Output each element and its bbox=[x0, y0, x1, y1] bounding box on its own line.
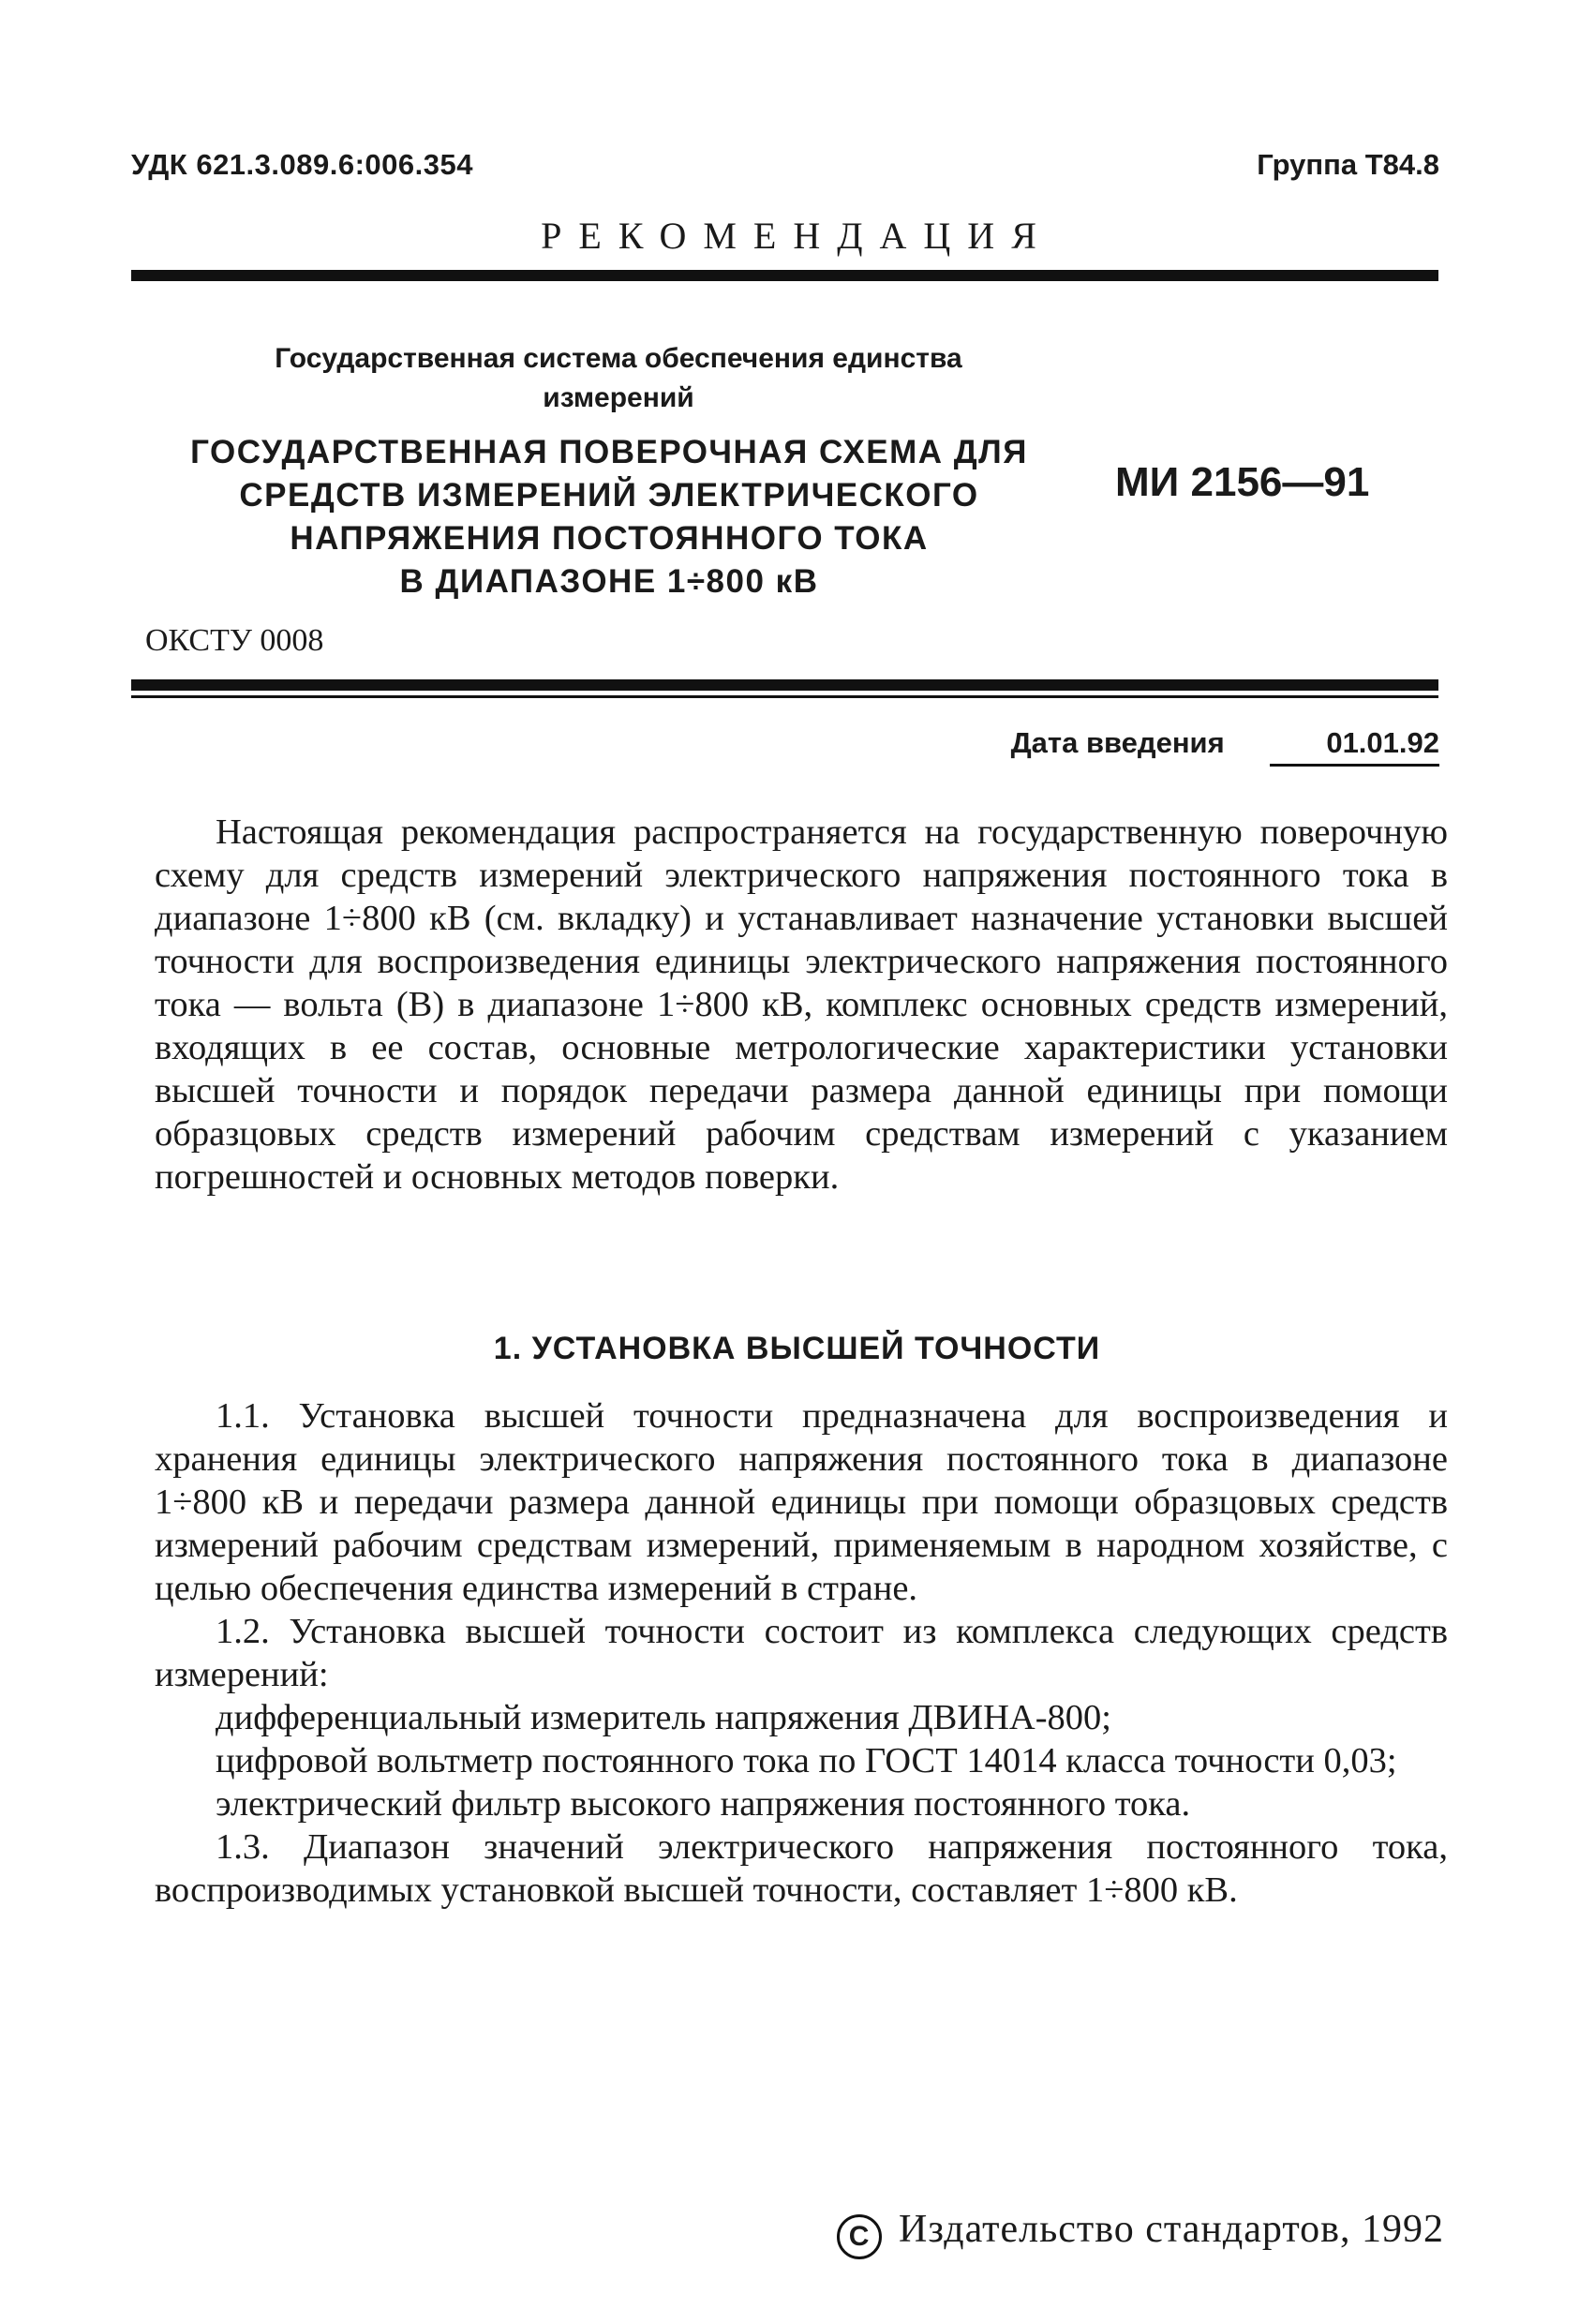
title-line-2: СРЕДСТВ ИЗМЕРЕНИЙ ЭЛЕКТРИЧЕСКОГО bbox=[239, 477, 979, 514]
paragraph-1-3: 1.3. Диапазон значений электрического напряжения постоянного тока, воспроизводимых установкой высшей точности, составляет 1÷800 кВ. bbox=[155, 1827, 1448, 1910]
middle-divider bbox=[131, 679, 1438, 691]
document-type: РЕКОМЕНДАЦИЯ bbox=[541, 215, 1053, 257]
copyright bbox=[837, 2207, 1444, 2259]
date-value: 01.01.92 bbox=[1270, 726, 1439, 767]
intro-block bbox=[155, 811, 1448, 1199]
system-name bbox=[187, 339, 1050, 418]
system-line-2: измерений bbox=[543, 382, 694, 413]
title-line-1: ГОСУДАРСТВЕННАЯ ПОВЕРОЧНАЯ СХЕМА ДЛЯ bbox=[190, 434, 1028, 470]
system-line-1: Государственная система обеспечения единства bbox=[275, 343, 962, 374]
udk-code: УДК 621.3.089.6:006.354 bbox=[131, 148, 473, 181]
copyright-icon: С bbox=[837, 2214, 882, 2259]
publisher: Издательство стандартов, 1992 bbox=[899, 2208, 1444, 2251]
group-code: Группа Т84.8 bbox=[1257, 148, 1439, 181]
paragraph-1-1: 1.1. Установка высшей точности предназначена для воспроизведения и хранения единицы электрического напряжения постоянного тока в диапазоне 1÷800 кВ и передачи размера данной единицы при помощи образцовых средств измерений рабочим средствам измерений, применяемым в народном хозяйстве, с целью обеспечения единства измерений в стране. bbox=[155, 1396, 1448, 1608]
intro-paragraph: Настоящая рекомендация распространяется на государственную поверочную схему для средств измерений электрического напряжения постоянного тока в диапазоне 1÷800 кВ (см. вкладку) и устанавливает назначение установки высшей точности для воспроизведения единицы электрического напряжения постоянного тока — вольта (В) в диапазоне 1÷800 кВ, комплекс основных средств измерений, входящих в ее состав, основные метрологические характеристики установки высшей точности и порядок передачи размера данной единицы при помощи образцовых средств измерений рабочим средствам измерений с указанием погрешностей и основных методов поверки. bbox=[155, 812, 1448, 1197]
document-title bbox=[141, 431, 1078, 603]
section-1-heading: 1. УСТАНОВКА ВЫСШЕЙ ТОЧНОСТИ bbox=[493, 1331, 1101, 1366]
title-line-4: В ДИАПАЗОНЕ 1÷800 кВ bbox=[399, 563, 819, 600]
oksty-code: ОКСТУ 0008 bbox=[145, 623, 324, 658]
middle-divider-thin bbox=[131, 695, 1438, 698]
list-item-2: цифровой вольтметр постоянного тока по ГОСТ 14014 класса точности 0,03; bbox=[216, 1741, 1397, 1780]
document-designation: МИ 2156—91 bbox=[1115, 459, 1370, 505]
section-1-body bbox=[155, 1394, 1448, 1912]
top-divider bbox=[131, 270, 1438, 281]
paragraph-1-2: 1.2. Установка высшей точности состоит из комплекса следующих средств измерений: bbox=[155, 1612, 1448, 1694]
title-line-3: НАПРЯЖЕНИЯ ПОСТОЯННОГО ТОКА bbox=[290, 520, 929, 557]
list-item-1: дифференциальный измеритель напряжения ДВИНА-800; bbox=[216, 1698, 1111, 1737]
date-label: Дата введения bbox=[1010, 726, 1225, 759]
introduction-date bbox=[1011, 726, 1439, 767]
list-item-3: электрический фильтр высокого напряжения постоянного тока. bbox=[216, 1784, 1191, 1824]
